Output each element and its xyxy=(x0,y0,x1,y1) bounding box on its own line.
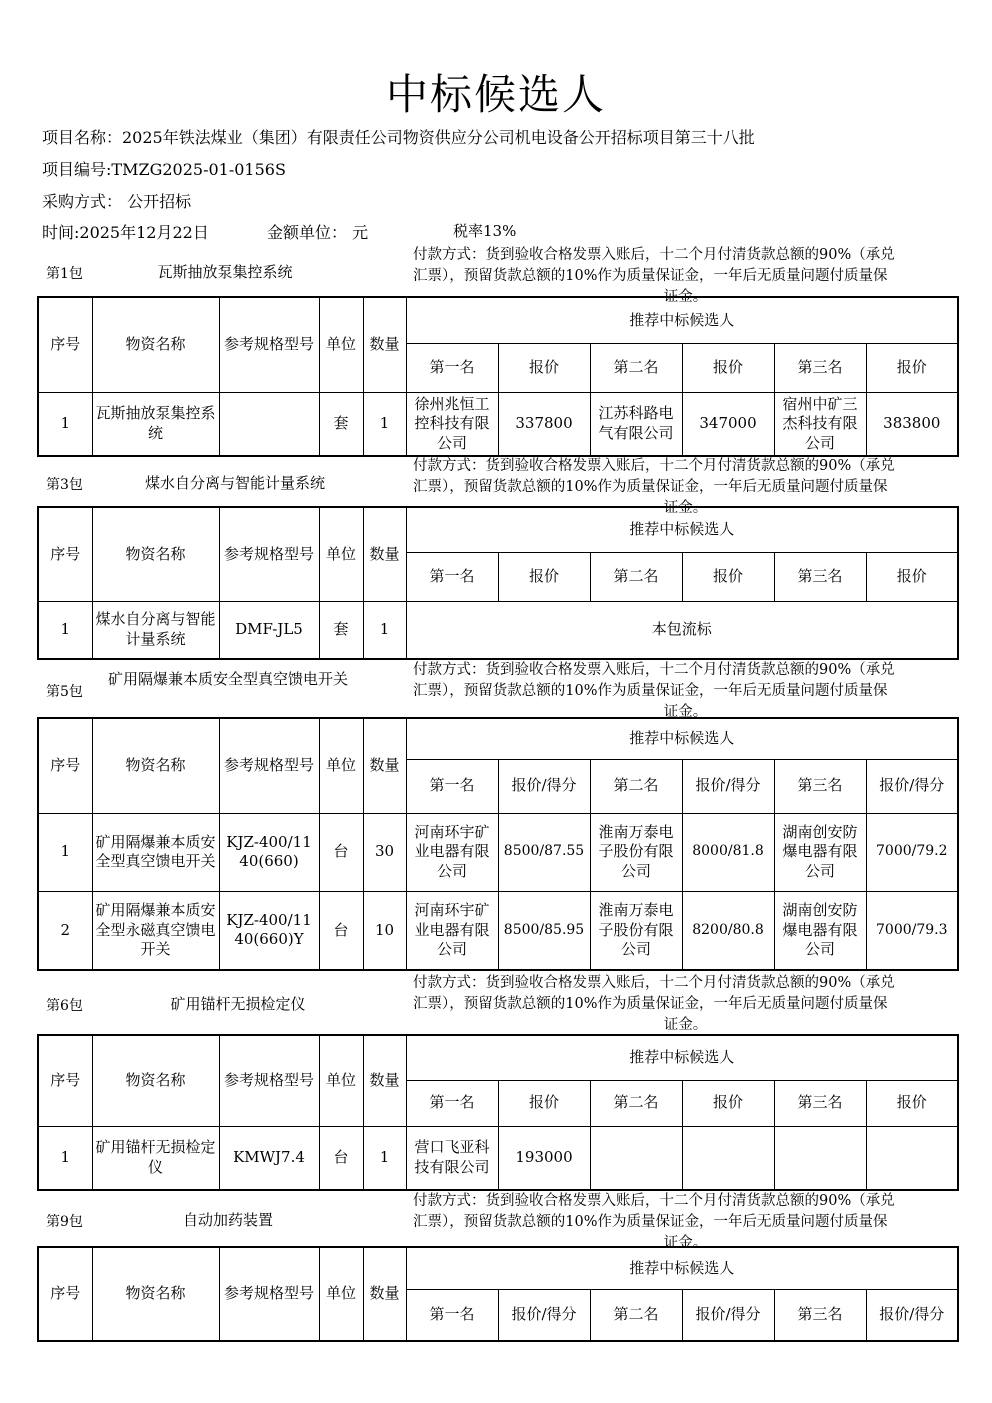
cell-first: 河南环宇矿业电器有限公司 xyxy=(406,891,498,970)
header-seq: 序号 xyxy=(38,297,92,392)
package-table xyxy=(37,296,959,457)
header-name: 物资名称 xyxy=(92,1247,219,1341)
header-second: 第二名 xyxy=(590,1080,682,1126)
header-first: 第一名 xyxy=(406,759,498,813)
header-name: 物资名称 xyxy=(92,1035,219,1126)
header-price: 报价 xyxy=(498,552,590,601)
package-label: 第3包 xyxy=(46,477,83,493)
cell-name: 矿用锚杆无损检定仪 xyxy=(92,1126,219,1190)
cell-spec: DMF-JL5 xyxy=(219,601,319,659)
cell-second: 江苏科路电气有限公司 xyxy=(590,392,682,456)
header-unit: 单位 xyxy=(319,297,363,392)
payment-line: 证金。 xyxy=(663,1235,708,1251)
header-first: 第一名 xyxy=(406,1289,498,1341)
header-third: 第三名 xyxy=(774,343,866,392)
cell-price-score: 7000/79.3 xyxy=(866,891,958,970)
header-price-score: 报价/得分 xyxy=(498,759,590,813)
cell-price-score: 7000/79.2 xyxy=(866,813,958,891)
table-row xyxy=(38,813,958,891)
payment-line: 付款方式：货到验收合格发票入账后，十二个月付清货款总额的90%（承兑 xyxy=(413,662,895,678)
payment-line: 汇票），预留货款总额的10%作为质量保证金，一年后无质量问题付质量保 xyxy=(413,1214,888,1230)
cell-price: 347000 xyxy=(682,392,774,456)
payment-terms xyxy=(413,660,958,720)
header-second: 第二名 xyxy=(590,1289,682,1341)
header-unit: 单位 xyxy=(319,507,363,601)
cell-seq: 1 xyxy=(38,813,92,891)
header-price-score: 报价/得分 xyxy=(498,1289,590,1341)
project-name: 项目名称：2025年铁法煤业（集团）有限责任公司物资供应分公司机电设备公开招标项目第三十八批 xyxy=(42,128,755,147)
header-seq: 序号 xyxy=(38,1035,92,1126)
cell-unit: 台 xyxy=(319,891,363,970)
cell-name: 矿用隔爆兼本质安全型真空馈电开关 xyxy=(92,813,219,891)
header-price: 报价 xyxy=(866,552,958,601)
cell-price-score: 8200/80.8 xyxy=(682,891,774,970)
cell-name: 煤水自分离与智能计量系统 xyxy=(92,601,219,659)
header-price: 报价 xyxy=(498,1080,590,1126)
package-table xyxy=(37,1246,959,1342)
payment-line: 付款方式：货到验收合格发票入账后，十二个月付清货款总额的90%（承兑 xyxy=(413,975,895,991)
cell-spec xyxy=(219,392,319,456)
header-first: 第一名 xyxy=(406,343,498,392)
cell-second xyxy=(590,1126,682,1190)
package-name: 自动加药装置 xyxy=(182,1211,273,1229)
cell-price-score: 8500/87.55 xyxy=(498,813,590,891)
date: 时间:2025年12月22日 xyxy=(42,223,209,242)
cell-third: 湖南创安防爆电器有限公司 xyxy=(774,813,866,891)
header-third: 第三名 xyxy=(774,759,866,813)
cell-failed-note: 本包流标 xyxy=(406,601,958,659)
table-row xyxy=(38,392,958,456)
package-name: 瓦斯抽放泵集控系统 xyxy=(157,263,293,281)
header-price: 报价 xyxy=(866,1080,958,1126)
header-price: 报价 xyxy=(682,552,774,601)
header-seq: 序号 xyxy=(38,718,92,813)
cell-seq: 1 xyxy=(38,1126,92,1190)
currency-unit: 金额单位： 元 xyxy=(267,223,369,242)
header-price-score: 报价/得分 xyxy=(682,759,774,813)
header-second: 第二名 xyxy=(590,552,682,601)
header-spec: 参考规格型号 xyxy=(219,718,319,813)
cell-unit: 套 xyxy=(319,601,363,659)
cell-price: 337800 xyxy=(498,392,590,456)
cell-qty: 1 xyxy=(363,392,406,456)
payment-line: 付款方式：货到验收合格发票入账后，十二个月付清货款总额的90%（承兑 xyxy=(413,1193,895,1209)
header-second: 第二名 xyxy=(590,343,682,392)
header-recommend: 推荐中标候选人 xyxy=(406,1247,958,1289)
header-qty: 数量 xyxy=(363,1247,406,1341)
cell-third: 宿州中矿三杰科技有限公司 xyxy=(774,392,866,456)
cell-second: 淮南万泰电子股份有限公司 xyxy=(590,813,682,891)
cell-price: 383800 xyxy=(866,392,958,456)
cell-third xyxy=(774,1126,866,1190)
header-price: 报价 xyxy=(682,1080,774,1126)
payment-line: 证金。 xyxy=(663,289,708,305)
header-first: 第一名 xyxy=(406,1080,498,1126)
package-name: 矿用锚杆无损检定仪 xyxy=(170,995,306,1013)
cell-price xyxy=(866,1126,958,1190)
payment-terms xyxy=(413,456,958,516)
header-price-score: 报价/得分 xyxy=(682,1289,774,1341)
package-table xyxy=(37,717,959,971)
header-seq: 序号 xyxy=(38,507,92,601)
payment-line: 证金。 xyxy=(663,1017,708,1033)
payment-line: 付款方式：货到验收合格发票入账后，十二个月付清货款总额的90%（承兑 xyxy=(413,247,895,263)
cell-name: 瓦斯抽放泵集控系统 xyxy=(92,392,219,456)
header-name: 物资名称 xyxy=(92,718,219,813)
package-table xyxy=(37,1034,959,1191)
header-qty: 数量 xyxy=(363,297,406,392)
header-unit: 单位 xyxy=(319,1035,363,1126)
cell-price-score: 8500/85.95 xyxy=(498,891,590,970)
package-label: 第1包 xyxy=(46,266,83,282)
header-spec: 参考规格型号 xyxy=(219,507,319,601)
payment-line: 汇票），预留货款总额的10%作为质量保证金，一年后无质量问题付质量保 xyxy=(413,479,888,495)
payment-terms xyxy=(413,245,958,305)
header-second: 第二名 xyxy=(590,759,682,813)
package-table xyxy=(37,506,959,660)
cell-spec: KJZ-400/1140(660) xyxy=(219,813,319,891)
cell-price xyxy=(682,1126,774,1190)
table-row xyxy=(38,601,958,659)
payment-line: 证金。 xyxy=(663,704,708,720)
cell-qty: 30 xyxy=(363,813,406,891)
header-spec: 参考规格型号 xyxy=(219,1035,319,1126)
header-third: 第三名 xyxy=(774,552,866,601)
header-price: 报价 xyxy=(498,343,590,392)
header-third: 第三名 xyxy=(774,1289,866,1341)
page-title: 中标候选人 xyxy=(385,70,606,119)
header-recommend: 推荐中标候选人 xyxy=(406,1035,958,1080)
header-recommend: 推荐中标候选人 xyxy=(406,297,958,343)
payment-line: 汇票），预留货款总额的10%作为质量保证金，一年后无质量问题付质量保 xyxy=(413,268,888,284)
package-name: 矿用隔爆兼本质安全型真空馈电开关 xyxy=(107,670,348,688)
cell-unit: 套 xyxy=(319,392,363,456)
header-unit: 单位 xyxy=(319,718,363,813)
procurement-method: 采购方式： 公开招标 xyxy=(42,192,192,211)
cell-spec: KMWJ7.4 xyxy=(219,1126,319,1190)
header-third: 第三名 xyxy=(774,1080,866,1126)
cell-first: 河南环宇矿业电器有限公司 xyxy=(406,813,498,891)
header-price: 报价 xyxy=(682,343,774,392)
header-first: 第一名 xyxy=(406,552,498,601)
package-label: 第9包 xyxy=(46,1214,83,1230)
cell-price-score: 8000/81.8 xyxy=(682,813,774,891)
payment-line: 付款方式：货到验收合格发票入账后，十二个月付清货款总额的90%（承兑 xyxy=(413,458,895,474)
project-number: 项目编号:TMZG2025-01-0156S xyxy=(42,160,286,179)
cell-name: 矿用隔爆兼本质安全型永磁真空馈电开关 xyxy=(92,891,219,970)
cell-unit: 台 xyxy=(319,813,363,891)
cell-first: 徐州兆恒工控科技有限公司 xyxy=(406,392,498,456)
header-qty: 数量 xyxy=(363,718,406,813)
cell-price: 193000 xyxy=(498,1126,590,1190)
cell-second: 淮南万泰电子股份有限公司 xyxy=(590,891,682,970)
header-price: 报价 xyxy=(866,343,958,392)
header-name: 物资名称 xyxy=(92,297,219,392)
header-spec: 参考规格型号 xyxy=(219,1247,319,1341)
header-recommend: 推荐中标候选人 xyxy=(406,718,958,759)
cell-spec: KJZ-400/1140(660)Y xyxy=(219,891,319,970)
table-row xyxy=(38,891,958,970)
table-row xyxy=(38,1126,958,1190)
header-price-score: 报价/得分 xyxy=(866,1289,958,1341)
header-name: 物资名称 xyxy=(92,507,219,601)
header-seq: 序号 xyxy=(38,1247,92,1341)
package-name: 煤水自分离与智能计量系统 xyxy=(144,474,325,492)
package-label: 第6包 xyxy=(46,998,83,1014)
cell-seq: 1 xyxy=(38,601,92,659)
cell-qty: 1 xyxy=(363,601,406,659)
cell-qty: 1 xyxy=(363,1126,406,1190)
payment-line: 证金。 xyxy=(663,500,708,516)
payment-terms xyxy=(413,973,958,1037)
cell-seq: 1 xyxy=(38,392,92,456)
tax-rate: 税率13% xyxy=(453,222,517,240)
header-unit: 单位 xyxy=(319,1247,363,1341)
header-price-score: 报价/得分 xyxy=(866,759,958,813)
cell-third: 湖南创安防爆电器有限公司 xyxy=(774,891,866,970)
cell-unit: 台 xyxy=(319,1126,363,1190)
header-qty: 数量 xyxy=(363,1035,406,1126)
header-recommend: 推荐中标候选人 xyxy=(406,507,958,552)
header-spec: 参考规格型号 xyxy=(219,297,319,392)
cell-seq: 2 xyxy=(38,891,92,970)
cell-qty: 10 xyxy=(363,891,406,970)
cell-first: 营口飞亚科技有限公司 xyxy=(406,1126,498,1190)
payment-line: 汇票），预留货款总额的10%作为质量保证金，一年后无质量问题付质量保 xyxy=(413,683,888,699)
header-qty: 数量 xyxy=(363,507,406,601)
payment-terms xyxy=(413,1191,958,1251)
package-label: 第5包 xyxy=(46,684,83,700)
payment-line: 汇票），预留货款总额的10%作为质量保证金，一年后无质量问题付质量保 xyxy=(413,996,888,1012)
